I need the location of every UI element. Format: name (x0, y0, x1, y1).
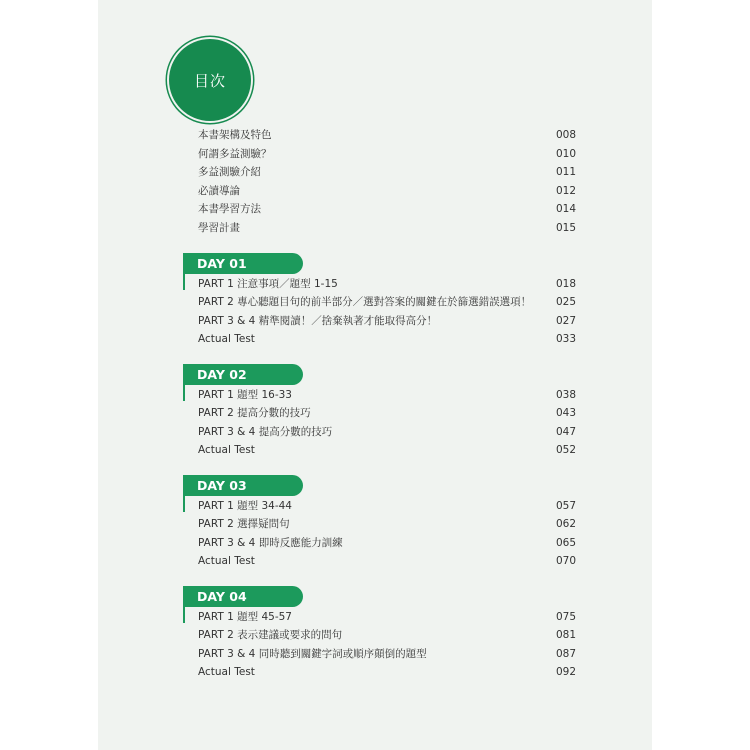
day-accent-line (183, 494, 185, 512)
toc-row (198, 515, 576, 533)
toc-row-page: 033 (555, 333, 576, 345)
day-header-tab (183, 364, 195, 385)
toc-row (198, 423, 576, 441)
toc-row (198, 200, 576, 218)
toc-row-label: 何謂多益測驗？ (198, 148, 272, 160)
toc-row-label: PART 3 & 4 即時反應能力訓練 (198, 537, 343, 549)
day-header-label: DAY 01 (197, 256, 247, 271)
toc-row-page: 010 (555, 148, 576, 160)
day-accent-line (183, 605, 185, 623)
day-header (183, 364, 303, 385)
toc-row-page: 027 (555, 315, 576, 327)
toc-row-page: 008 (555, 129, 576, 141)
toc-row-page: 025 (555, 296, 576, 308)
toc-row-label: 本書架構及特色 (198, 129, 272, 141)
toc-row-page: 065 (555, 537, 576, 549)
toc-row (198, 663, 576, 681)
toc-row (198, 219, 576, 237)
toc-row (198, 404, 576, 422)
toc-row (198, 386, 576, 404)
toc-row-label: PART 1 題型 45-57 (198, 611, 292, 623)
day-header (183, 475, 303, 496)
toc-row (198, 330, 576, 348)
toc-row-page: 014 (555, 203, 576, 215)
toc-row-label: PART 3 & 4 同時聽到關鍵字詞或順序顛倒的題型 (198, 648, 427, 660)
toc-row-label: 必讀導論 (198, 185, 240, 197)
toc-row-page: 081 (555, 629, 576, 641)
toc-row-page: 011 (555, 166, 576, 178)
toc-row-label: PART 2 提高分數的技巧 (198, 407, 311, 419)
toc-row-label: PART 1 注意事項／題型 1-15 (198, 278, 338, 290)
toc-row-label: PART 2 表示建議或要求的問句 (198, 629, 343, 641)
toc-row (198, 441, 576, 459)
toc-row-label: Actual Test (198, 333, 255, 345)
toc-row-label: 本書學習方法 (198, 203, 261, 215)
toc-row-label: PART 1 題型 34-44 (198, 500, 292, 512)
toc-row-label: 多益測驗介紹 (198, 166, 261, 178)
toc-row (198, 645, 576, 663)
toc-row-page: 092 (555, 666, 576, 678)
day-accent-line (183, 383, 185, 401)
toc-row (198, 182, 576, 200)
toc-row-page: 070 (555, 555, 576, 567)
toc-row-label: Actual Test (198, 444, 255, 456)
toc-row (198, 497, 576, 515)
toc-row-page: 057 (555, 500, 576, 512)
toc-row-label: PART 3 & 4 提高分數的技巧 (198, 426, 333, 438)
toc-row (198, 534, 576, 552)
toc-row-label: Actual Test (198, 555, 255, 567)
day-header-tab (183, 475, 195, 496)
day-accent-line (183, 272, 185, 290)
day-header-tab (183, 253, 195, 274)
toc-row-page: 018 (555, 278, 576, 290)
day-header (183, 253, 303, 274)
day-header-label: DAY 04 (197, 589, 247, 604)
day-header-tab (183, 586, 195, 607)
toc-title: 目次 (193, 71, 226, 90)
toc-row-label: Actual Test (198, 666, 255, 678)
toc-row-label: PART 2 選擇疑問句 (198, 518, 290, 530)
toc-row (198, 626, 576, 644)
toc-row-page: 052 (555, 444, 576, 456)
toc-row-page: 015 (555, 222, 576, 234)
toc-row (198, 608, 576, 626)
toc-row-page: 075 (555, 611, 576, 623)
toc-row (198, 312, 576, 330)
toc-row-page: 047 (555, 426, 576, 438)
day-header (183, 586, 303, 607)
toc-row-label: PART 2 專心聽題目句的前半部分／選對答案的關鍵在於篩選錯誤選項！ (198, 296, 532, 308)
toc-row (198, 552, 576, 570)
toc-row-label: PART 1 題型 16-33 (198, 389, 292, 401)
toc-row (198, 145, 576, 163)
toc-row (198, 163, 576, 181)
toc-row (198, 275, 576, 293)
toc-row-label: PART 3 & 4 精準閱讀！／捨棄執著才能取得高分！ (198, 315, 438, 327)
toc-row-page: 012 (555, 185, 576, 197)
toc-row-page: 087 (555, 648, 576, 660)
toc-row-page: 038 (555, 389, 576, 401)
toc-row (198, 126, 576, 144)
day-header-label: DAY 02 (197, 367, 247, 382)
toc-row-page: 062 (555, 518, 576, 530)
toc-row (198, 293, 576, 311)
day-header-label: DAY 03 (197, 478, 247, 493)
toc-row-page: 043 (555, 407, 576, 419)
toc-row-label: 學習計畫 (198, 222, 240, 234)
